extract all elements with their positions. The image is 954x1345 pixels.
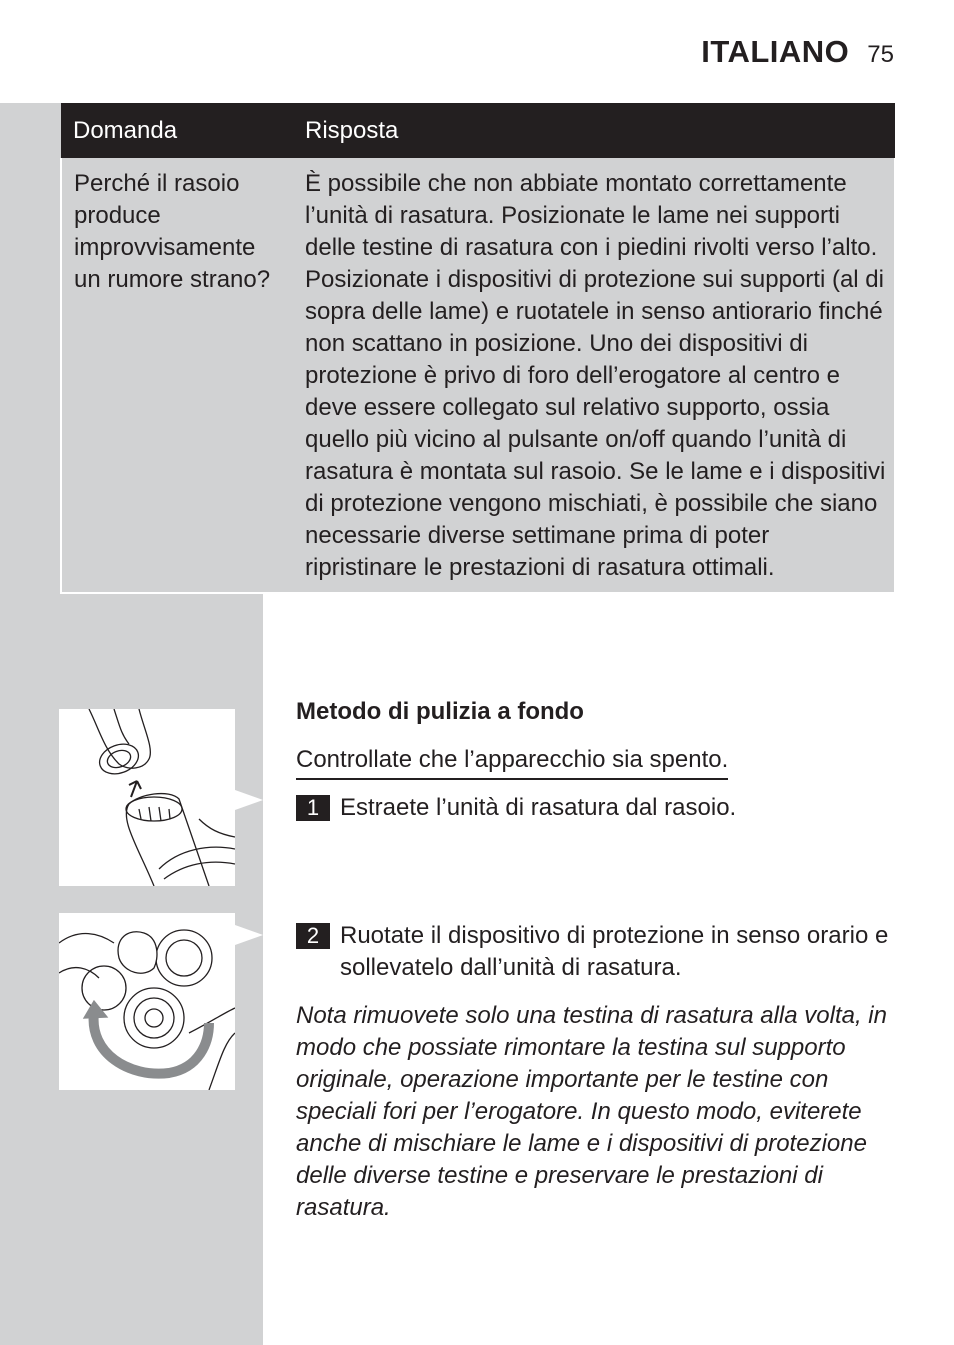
note-paragraph: Nota rimuovete solo una testina di rasatura alla volta, in modo che possiate rimontare la testina sul supporto originale, operazione importante per le testine con speciali fori per l’erogatore. In questo modo, eviterete anche di mischiare le lame e i dispositivi di protezione delle diverse testine e preservare le prestazioni di rasatura. [296,1002,887,1221]
answer-cell: È possibile che non abbiate montato correttamente l’unità di rasatura. Posizionate le lame nei supporti delle testine di rasatura con i piedini rivolti verso l’alto. Posizionate i dispositivi di protezione sui supporti (al di sopra delle lame) e ruotatele in senso antiorario finché non scattano in posizione. Uno dei dispositivi di protezione è privo di foro dell’erogatore al centro e deve essere collegato sul relativo supporto, ossia quello più vicino al pulsante on/off quando l’unità di rasatura è montata sul rasoio. Se le lame e i dispositivi di protezione vengono mischiati, è possibile che siano necessarie diverse settimane prima di poter ripristinare le prestazioni di rasatura ottimali. [293,158,895,593]
section-title-text: Metodo di pulizia a fondo [296,698,584,725]
page-header [701,34,894,70]
page-number: 75 [867,41,894,68]
step-text: Estraete l’unità di rasatura dal rasoio. [340,794,737,821]
table-header-row [61,103,895,158]
table-row [61,158,895,593]
rotate-guard-illustration [59,913,235,1090]
column-header-question: Domanda [61,103,293,158]
step-1-pointer [235,790,263,810]
section-title [296,696,891,728]
step-number-badge: 2 [296,923,330,949]
precaution-line [296,744,891,780]
remove-shaving-unit-illustration [59,709,235,886]
step-text: Ruotate il dispositivo di protezione in senso orario e sollevatelo dall’unità di rasatura. [340,922,889,981]
column-header-answer: Risposta [293,103,895,158]
step-2-pointer [235,925,263,945]
step-2 [296,920,891,984]
step-number-badge: 1 [296,795,330,821]
troubleshooting-table [60,103,896,594]
switch-off-check: Controllate che l’apparecchio sia spento. [296,744,728,780]
step-1 [296,792,891,824]
language-heading: ITALIANO [701,34,850,69]
question-cell: Perché il rasoio produce improvvisamente un rumore strano? [61,158,293,593]
